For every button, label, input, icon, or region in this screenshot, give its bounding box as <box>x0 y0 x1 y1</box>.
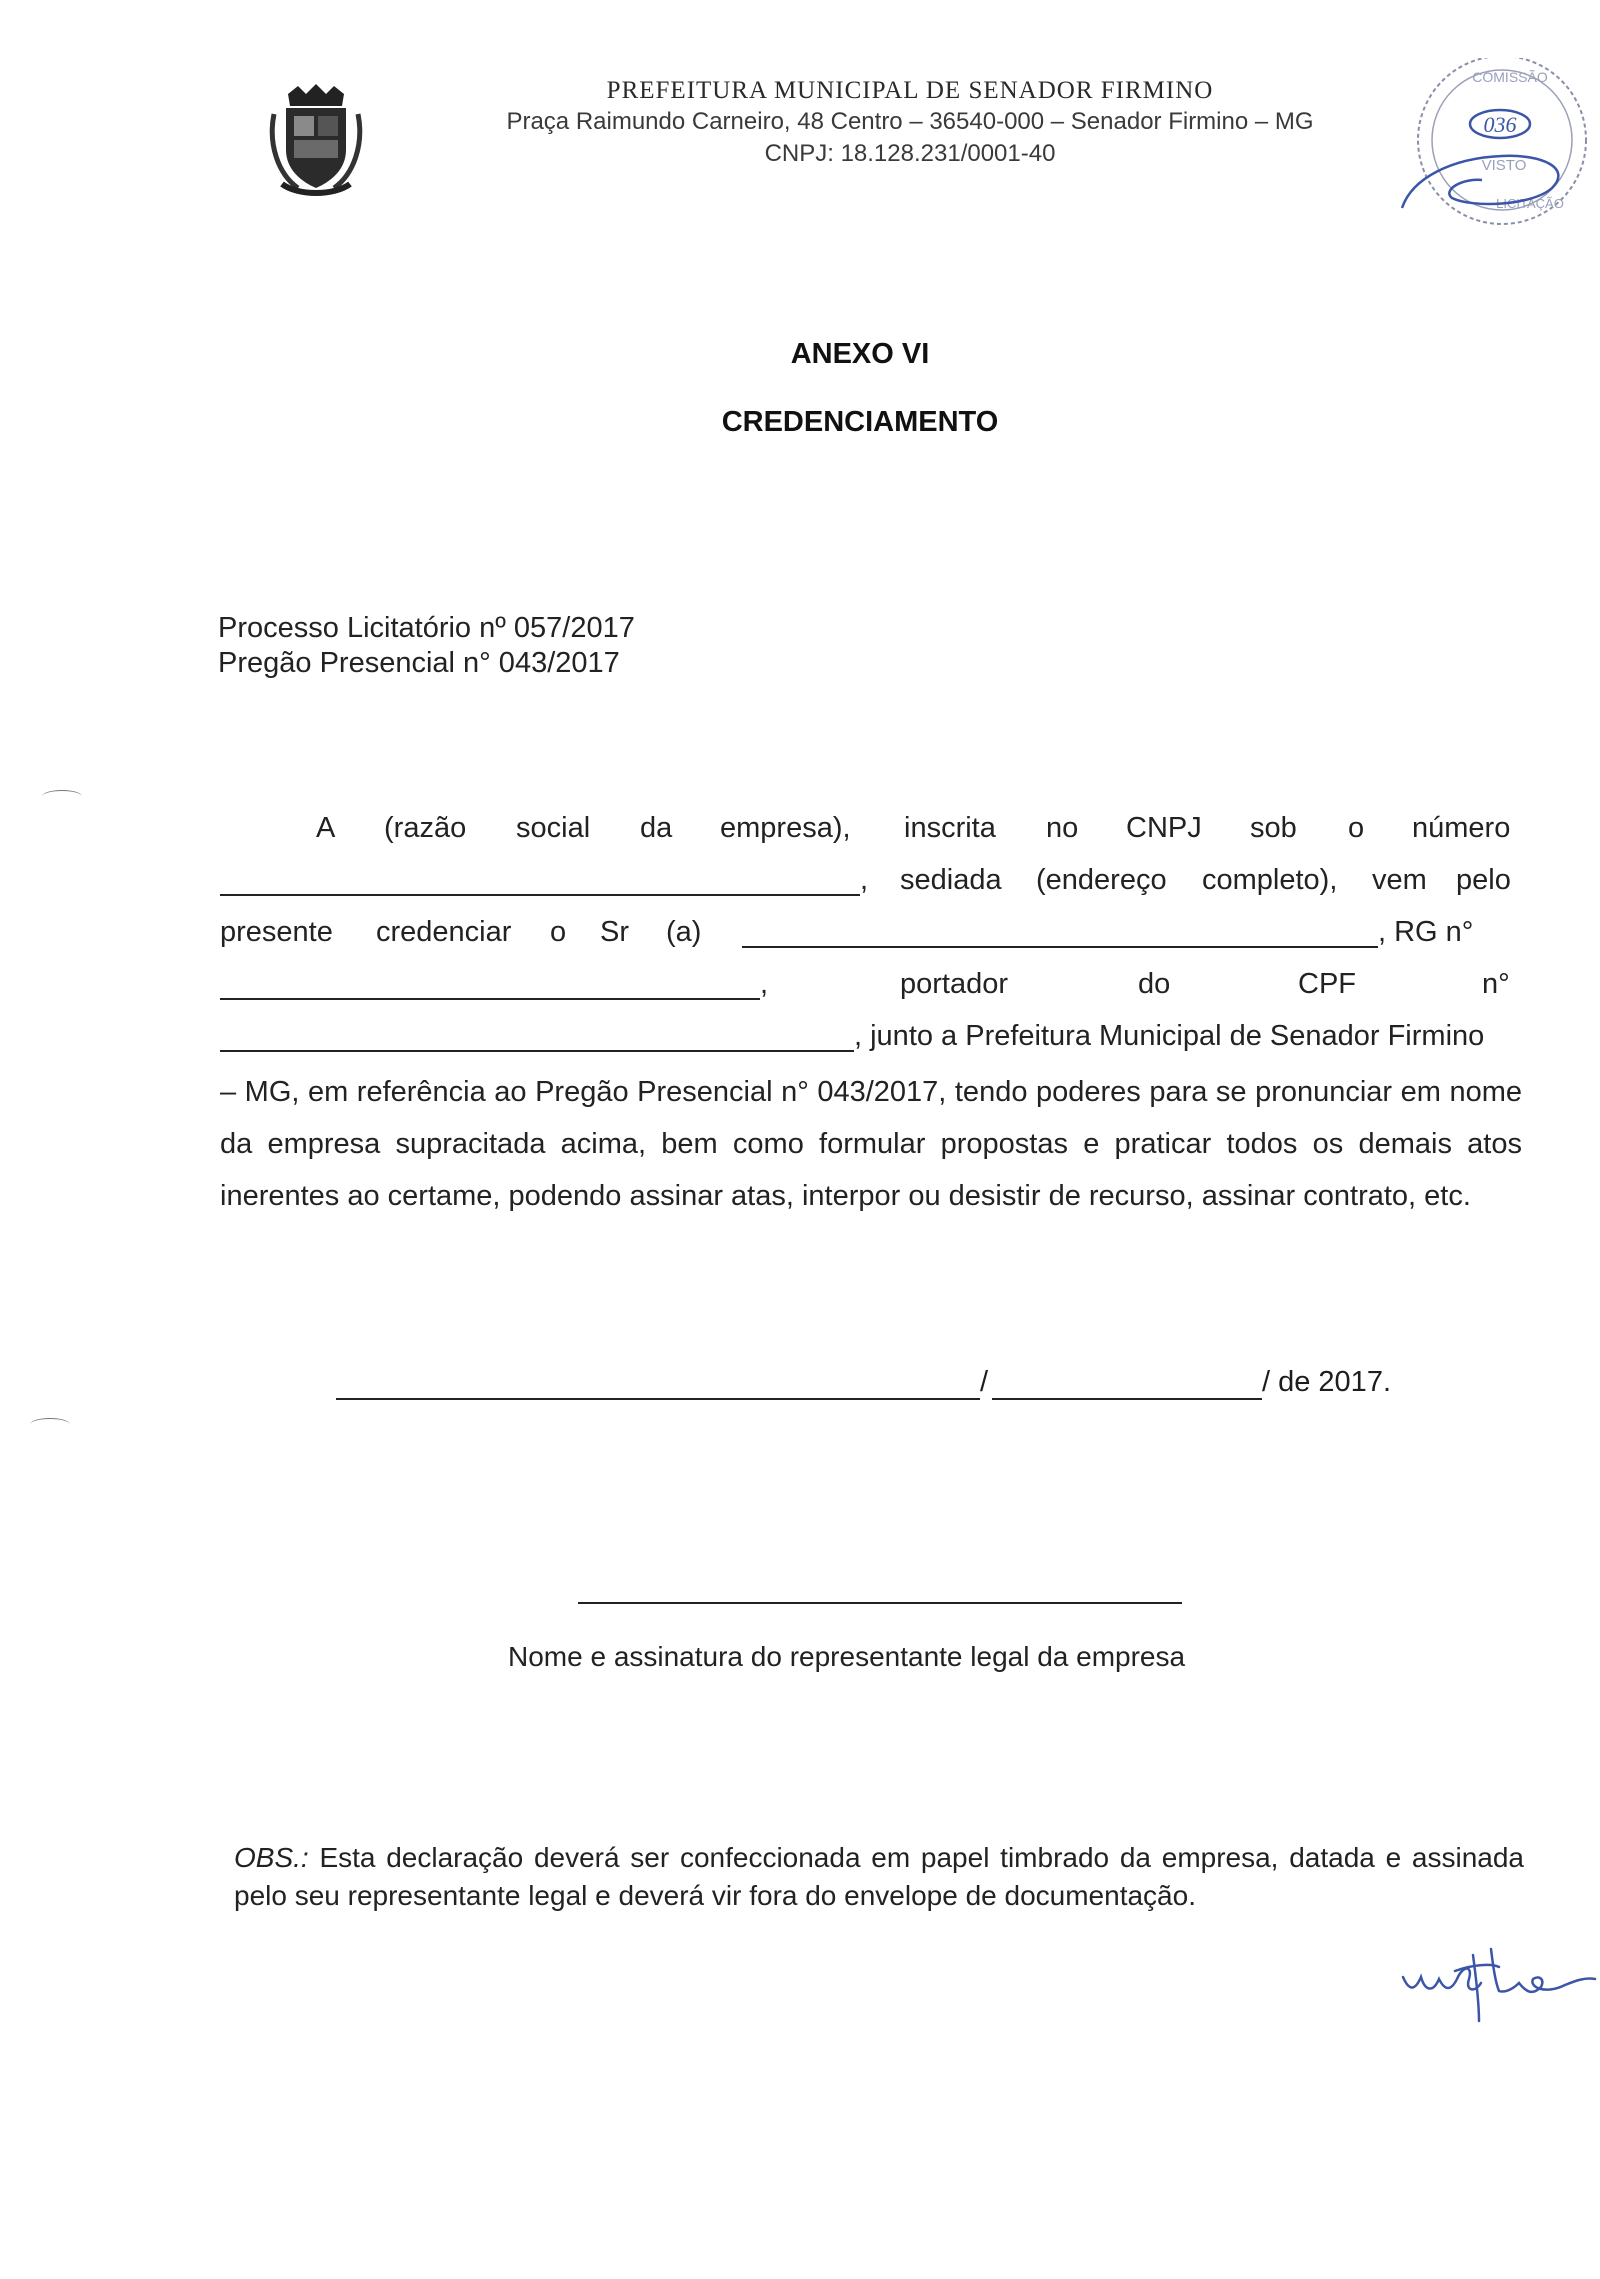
date-place-blank-line <box>336 1398 980 1400</box>
word: (a) <box>666 916 702 948</box>
word: empresa), <box>720 812 851 844</box>
handwritten-initials <box>1395 1935 1600 2025</box>
annex-title: ANEXO VI <box>790 338 930 370</box>
word: credenciar <box>376 916 512 948</box>
word: (endereço <box>1036 864 1167 896</box>
document-title: CREDENCIAMENTO <box>721 406 999 438</box>
organization-address: Praça Raimundo Carneiro, 48 Centro – 36540-000 – Senador Firmino – MG <box>506 108 1314 135</box>
comma: , <box>860 864 869 896</box>
body-paragraph: – MG, em referência ao Pregão Presencial n° 043/2017, tendo poderes para se pronunciar em nome da empresa supracitada acima, bem como formular propostas e praticar todos os demais atos inerentes ao certame, podendo assinar atas, interpor ou desistir de recurso, assinar contrato, etc. <box>220 1076 1522 1212</box>
comma: , <box>760 968 769 1000</box>
word: CPF <box>1298 968 1356 1000</box>
rg-blank-line <box>220 998 760 1000</box>
pregao-number: Pregão Presencial n° 043/2017 <box>218 647 620 679</box>
representative-name-blank-line <box>742 946 1378 948</box>
word: número <box>1412 812 1511 844</box>
stamp-number: 036 <box>1483 112 1517 137</box>
organization-name: PREFEITURA MUNICIPAL DE SENADOR FIRMINO <box>606 77 1214 104</box>
word: n° <box>1482 968 1510 1000</box>
word: A <box>316 812 336 844</box>
stamp-top-text: COMISSÃO <box>1472 69 1548 85</box>
date-separator: / <box>980 1366 989 1398</box>
body-line-1 <box>220 812 1520 852</box>
rg-label: , RG n° <box>1378 916 1474 948</box>
word: social <box>516 812 591 844</box>
body-line-3 <box>220 916 1520 956</box>
word: do <box>1138 968 1171 1000</box>
word: inscrita <box>904 812 996 844</box>
signature-caption: Nome e assinatura do representante legal da empresa <box>508 1641 1186 1672</box>
stamp-mid-text: VISTO <box>1481 157 1527 174</box>
observation-text: Esta declaração deverá ser confeccionada em papel timbrado da empresa, datada e assinada pelo seu representante legal e deverá vir fora do envelope de documentação. <box>234 1842 1524 1911</box>
cnpj-blank-line <box>220 894 860 896</box>
word: presente <box>220 916 333 948</box>
word: o <box>550 916 567 948</box>
date-month-blank-line <box>992 1398 1262 1400</box>
word: vem <box>1372 864 1427 896</box>
observation-label: OBS.: <box>234 1842 309 1873</box>
word: completo), <box>1202 864 1338 896</box>
word: Sr <box>600 916 629 948</box>
body-line-5-text: , junto a Prefeitura Municipal de Senador Firmino <box>854 1020 1485 1052</box>
scan-mark <box>42 790 82 803</box>
letterhead <box>410 76 1410 170</box>
organization-cnpj: CNPJ: 18.128.231/0001-40 <box>764 140 1056 167</box>
word: o <box>1348 812 1365 844</box>
scan-mark <box>30 1418 70 1431</box>
committee-stamp <box>1392 58 1600 228</box>
word: sediada <box>900 864 1002 896</box>
body-line-2 <box>220 864 1520 904</box>
word: (razão <box>384 812 467 844</box>
date-year-suffix: / de 2017. <box>1262 1366 1391 1398</box>
word: da <box>640 812 673 844</box>
word: portador <box>900 968 1009 1000</box>
process-number: Processo Licitatório nº 057/2017 <box>218 612 635 644</box>
word: CNPJ <box>1126 812 1202 844</box>
cpf-blank-line <box>220 1050 854 1052</box>
municipal-crest-logo <box>268 84 364 196</box>
observation-note <box>234 1839 1524 1915</box>
word: pelo <box>1456 864 1511 896</box>
word: sob <box>1250 812 1297 844</box>
body-line-4 <box>220 968 1520 1008</box>
stamp-bottom-text: LICITAÇÃO <box>1496 196 1564 211</box>
body-line-5 <box>220 1020 1520 1060</box>
word: no <box>1046 812 1079 844</box>
signature-line <box>578 1602 1182 1604</box>
date-line <box>336 1366 1436 1406</box>
